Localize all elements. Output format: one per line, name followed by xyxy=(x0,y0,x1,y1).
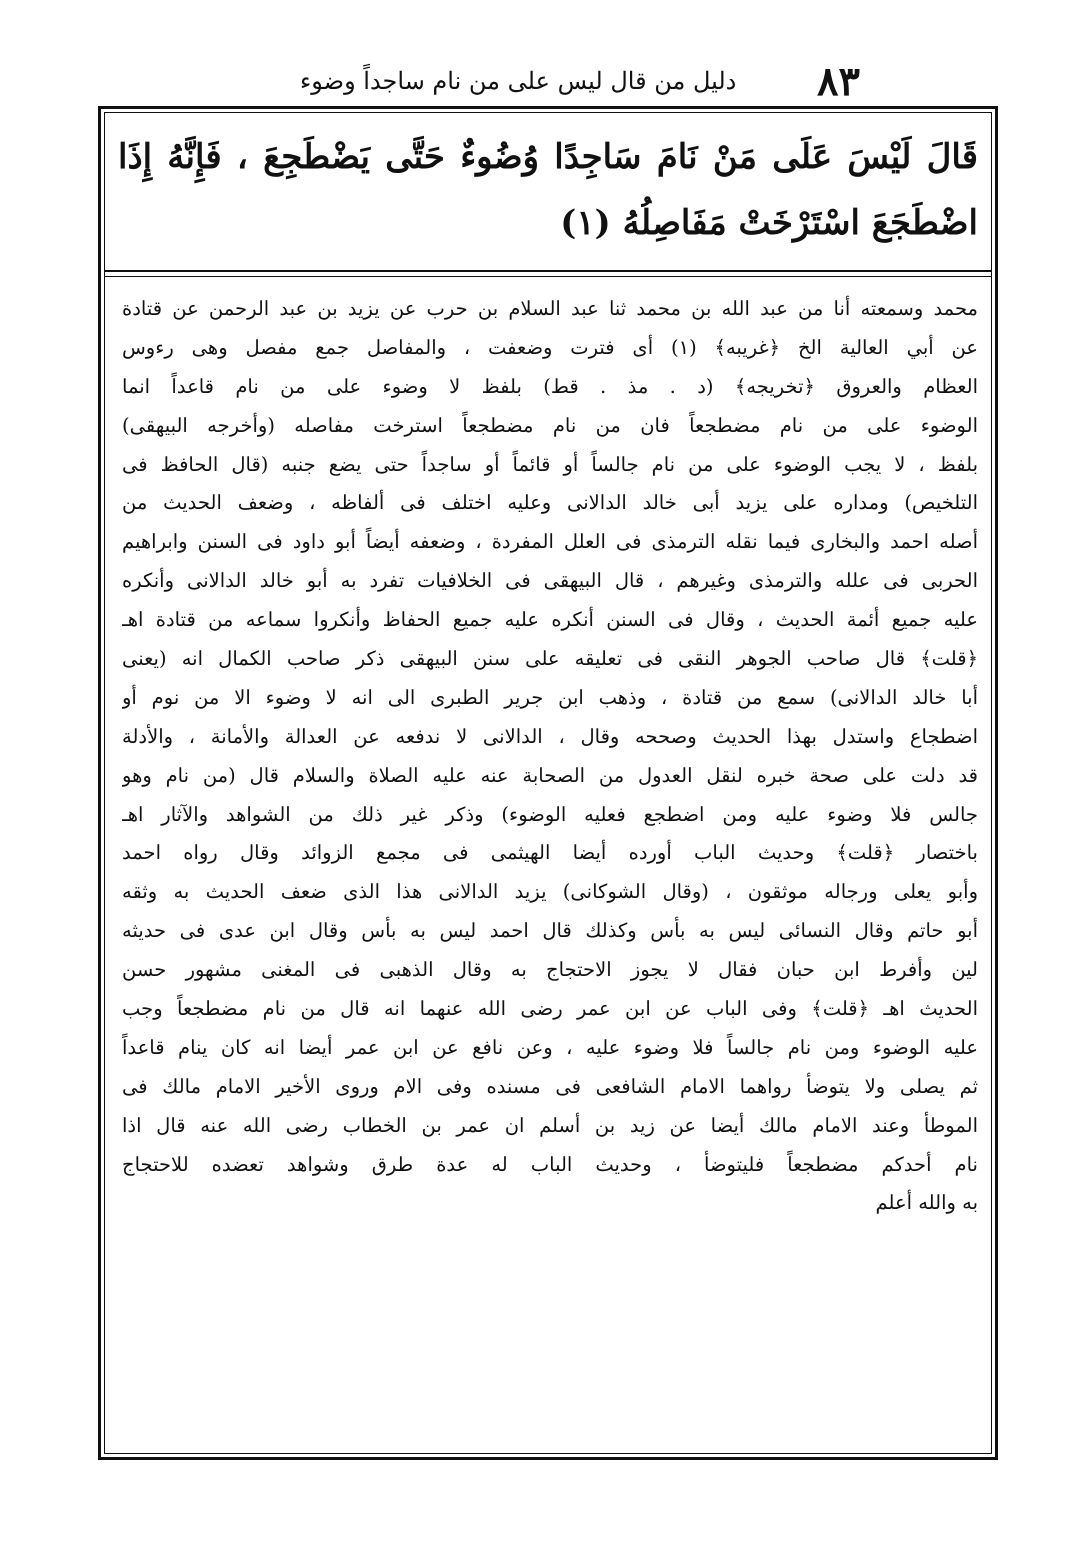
commentary-line: أبا خالد الدالانى) سمع من قتادة ، وذهب ابن جرير الطبرى الى انه لا وضوء الا من نوم أو xyxy=(122,685,978,709)
commentary-line: الحديث اهـ ﴿قلت﴾ وفى الباب عن ابن عمر رضى الله عنهما انه قال من نام مضطجعاً وجب xyxy=(122,997,978,1021)
commentary-line: وأبو يعلى ورجاله موثقون ، (وقال الشوكانى) يزيد الدالانى هذا الذى ضعف الحديث به وثقه xyxy=(122,880,978,904)
commentary-line: نام أحدكم مضطجعاً فليتوضأ ، وحديث الباب له عدة طرق وشواهد تعضده للاحتجاج xyxy=(122,1152,978,1176)
commentary-line: محمد وسمعته أنا من عبد الله بن محمد ثنا عبد السلام بن حرب عن يزيد بن عبد الرحمن عن قتادة xyxy=(122,297,978,320)
section-divider xyxy=(104,270,992,272)
commentary-line: لين وأفرط ابن حبان فقال لا يجوز الاحتجاج به وقال الذهبى فى المغنى مشهور حسن xyxy=(122,958,978,982)
commentary-line: الموطأ وعند الامام مالك أيضا عن زيد بن أسلم ان عمر بن الخطاب رضى الله عنه قال اذا xyxy=(122,1113,978,1137)
running-title: دليل من قال ليس على من نام ساجداً وضوء xyxy=(300,67,737,95)
commentary-line: العظام والعروق ﴿تخريجه﴾ (د . مذ . قط) بلفظ لا وضوء على من نام قاعداً انما xyxy=(122,374,978,398)
commentary-line: ثم يصلى ولا يتوضأ رواهما الامام الشافعى فى مسنده وفى الام وروى الأخير الامام مالك فى xyxy=(122,1074,978,1098)
hadith-text: قَالَ لَيْسَ عَلَى مَنْ نَامَ سَاجِدًا وُضُوءٌ حَتَّى يَضْطَجِعَ ، فَإِنَّهُ إِذَا اضْطَجَعَ اسْتَرْخَتْ مَفَاصِلُهُ (١) xyxy=(118,137,978,243)
commentary-line: الحربى فى علله والترمذى وغيرهم ، قال البيهقى فى الخلافيات تفرد به أبو خالد الدالانى وأنكره xyxy=(122,569,978,593)
page-header xyxy=(300,58,860,104)
commentary-line: عليه جميع أئمة الحديث ، وقال فى السنن أنكره عليه جميع الحفاظ وأنكروا سماعه من قتادة اهـ xyxy=(122,608,978,632)
commentary-line: أبو حاتم وقال النسائى ليس به بأس وكذلك قال احمد ليس به بأس وقال ابن عدى فى حديثه xyxy=(122,919,978,943)
commentary-line: بلفظ ، لا يجب الوضوء على من نام جالساً أو قائماً أو ساجداً حتى يضع جنبه (قال الحافظ فى xyxy=(122,452,978,476)
commentary-line: قد دلت على صحة خبره لنقل العدول من الصحابة عنه عليه الصلاة والسلام قال (من نام وهو xyxy=(122,763,978,787)
commentary-line: جالس فلا وضوء عليه ومن اضطجع فعليه الوضوء) وذكر غير ذلك من الشواهد والآثار اهـ xyxy=(122,802,978,826)
commentary-block xyxy=(122,290,978,1440)
commentary-line: أصله احمد والبخارى فيما نقله الترمذى فى العلل المفردة ، وضعفه أيضاً أبو داود فى السنن وابراهيم xyxy=(122,530,978,554)
commentary-line: عن أبي العالية الخ ﴿غريبه﴾ (١) أى فترت وضعفت ، والمفاصل جمع مفصل وهى رءوس xyxy=(122,335,978,359)
commentary-line: عليه الوضوء ومن نام جالساً فلا وضوء عليه ، وعن نافع عن ابن عمر أيضا انه كان ينام قاعداً xyxy=(122,1035,978,1059)
page-number: ٨٣ xyxy=(817,57,860,105)
commentary-line: الوضوء على من نام مضطجعاً فان من نام مضطجعاً استرخت مفاصله (وأخرجه البيهقى) xyxy=(122,413,978,437)
commentary-line: اضطجاع واستدل بهذا الحديث وصححه وقال ، الدالانى لا ندفعه عن العدالة والأمانة ، والأدلة xyxy=(122,724,978,748)
commentary-line: التلخيص) ومداره على يزيد أبى خالد الدالانى وعليه اختلف فى ألفاظه ، وضعف الحديث من xyxy=(122,491,978,515)
commentary-line: ﴿قلت﴾ قال صاحب الجوهر النقى فى تعليقه على سنن البيهقى ذكر صاحب الكمال انه (يعنى xyxy=(122,647,978,671)
section-divider-secondary xyxy=(104,276,992,277)
commentary-line-last: به والله أعلم xyxy=(875,1191,978,1215)
commentary-line: باختصار ﴿قلت﴾ وحديث الباب أورده أيضا الهيثمى فى مجمع الزوائد وقال رواه احمد xyxy=(122,841,978,865)
